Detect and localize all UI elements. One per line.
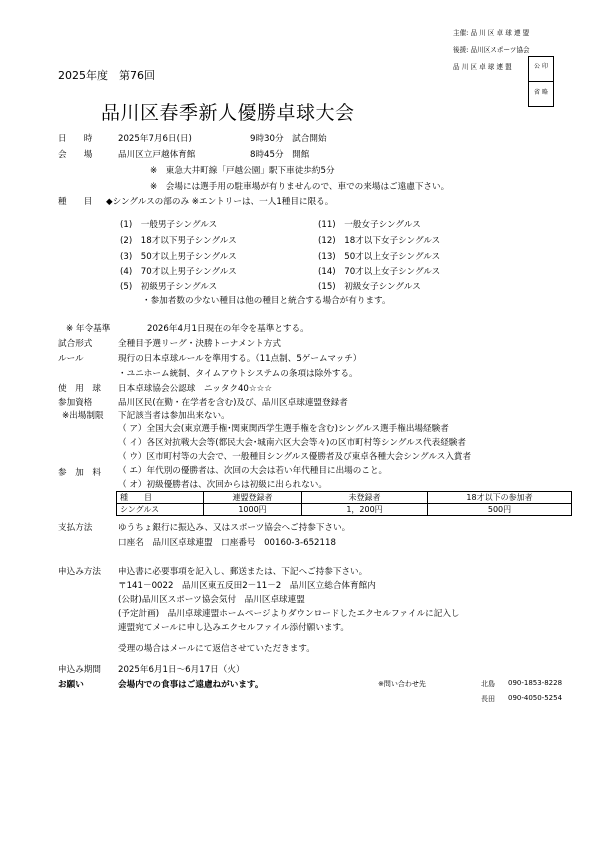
age-basis-label: ※ 年令基準: [66, 324, 111, 334]
contact-phone: 090-1853-8228: [508, 679, 563, 687]
event-item: (1) 一般男子シングルス: [120, 220, 218, 230]
application-line: 連盟宛てメールに申し込みエクセルファイル添付願います。: [118, 623, 350, 633]
request-label: お願い: [58, 680, 84, 690]
fee-under18: 500円: [428, 504, 572, 516]
contact-label: ※問い合わせ先: [378, 680, 426, 688]
format-label: 試合形式: [58, 339, 93, 349]
age-basis-value: 2026年4月1日現在の年令を基準とする。: [147, 324, 309, 334]
payment-line1: ゆうちょ銀行に振込み、又はスポーツ協会へご持参下さい。: [118, 523, 351, 533]
eligibility-value: 品川区民(在勤・在学者を含む)及び、品川区卓球連盟登録者: [118, 398, 348, 408]
restriction-item: （ ア）全国大会(東京選手権･関東関西学生選手権を含む)シングルス選手権出場経験者: [118, 424, 449, 434]
restrictions-label: ※出場制限: [62, 411, 104, 421]
event-item: (15) 初級女子シングルス: [318, 282, 421, 292]
application-line: (予定計画) 品川卓球連盟ホームページよりダウンロードしたエクセルファイルに記入し: [118, 609, 460, 619]
fee-event: シングルス: [117, 504, 204, 516]
event-item: (14) 70才以上女子シングルス: [318, 267, 441, 277]
start-time: 9時30分 試合開始: [250, 134, 327, 144]
seal-line2: 省 略: [534, 89, 548, 96]
event-item: (13) 50才以上女子シングルス: [318, 252, 441, 262]
contact-name: 長田: [481, 695, 495, 703]
fee-value-row: [117, 504, 572, 516]
restriction-item: （ イ）各区対抗戦大会等(都民大会･城南六区大会等々)の区市町村等シングルス代表経験者: [118, 438, 466, 448]
events-label: 種 目: [58, 197, 93, 207]
eligibility-label: 参加資格: [58, 398, 93, 408]
restriction-item: （ ウ）区市町村等の大会で、一般種目シングルス優勝者及び東卓各種大会シングルス入賞者: [118, 452, 472, 462]
restriction-item: （ オ）初級優勝者は、次回からは初級に出られない。: [118, 480, 327, 490]
payment-label: 支払方法: [58, 523, 93, 533]
payment-account: 口座名 品川区卓球連盟 口座番号 00160-3-652118: [118, 538, 336, 548]
ball-value: 日本卓球協会公認球 ニッタク40☆☆☆: [118, 384, 273, 394]
date-label: 日 時: [58, 134, 93, 144]
events-intro: ◆シングルスの部のみ ※エントリーは、一人1種目に限る。: [106, 197, 334, 207]
contact-name: 北島: [481, 680, 495, 688]
event-item: (11) 一般女子シングルス: [318, 220, 421, 230]
application-line: (公財)品川区スポーツ協会気付 品川区卓球連盟: [118, 595, 305, 605]
application-label: 申込み方法: [58, 567, 101, 577]
event-item: (3) 50才以上男子シングルス: [120, 252, 237, 262]
fee-header-event: 種 目: [117, 492, 204, 504]
deadline-value: 2025年6月1日～6月17日（火）: [118, 665, 245, 675]
venue-label: 会 場: [58, 150, 93, 160]
restrictions-intro: 下記該当者は参加出来ない。: [118, 411, 230, 421]
format-value: 全種目予選リーグ・決勝トーナメント方式: [118, 339, 281, 349]
organizer-sponsor: 後援: 品川区スポーツ協会: [453, 46, 530, 54]
fee-header-under18: 18才以下の参加者: [428, 492, 572, 504]
event-item: (2) 18才以下男子シングルス: [120, 236, 237, 246]
application-address: 〒141－0022 品川区東五反田2－11－2 品川区立総合体育館内: [118, 581, 376, 591]
fee-registered: 1000円: [204, 504, 302, 516]
restriction-item: （ エ）年代別の優勝者は、次回の大会は若い年代種目に出場のこと。: [118, 466, 388, 476]
request-value: 会場内での食事はご遠慮ねがいます。: [118, 680, 264, 690]
venue-parking-note: ※ 会場には選手用の駐車場が有りませんので、車での来場はご遠慮下さい。: [150, 182, 450, 192]
event-item: (4) 70才以上男子シングルス: [120, 267, 237, 277]
rules-label: ルール: [58, 354, 84, 364]
seal-omitted-box: [528, 56, 554, 107]
ball-label: 使 用 球: [58, 384, 101, 394]
venue-name: 品川区立戸越体育館: [118, 150, 196, 160]
application-reply-note: 受理の場合はメールにて返信させていただきます。: [118, 644, 315, 654]
rules-note: ・ユニホーム統制、タイムアウトシステムの条項は除外する。: [118, 369, 358, 379]
contact-phone: 090-4050-5254: [508, 694, 563, 702]
page-title: 品川区春季新人優勝卓球大会: [101, 102, 355, 124]
deadline-label: 申込み期間: [58, 665, 101, 675]
fee-header-row: [117, 492, 572, 504]
application-line: 申込書に必要事項を記入し、郵送または、下記へご持参下さい。: [118, 567, 368, 577]
events-merge-note: ・参加者数の少ない種目は他の種目と統合する場合が有ります。: [142, 296, 391, 306]
organizer-host: 主催: 品 川 区 卓 球 連 盟: [453, 29, 530, 37]
venue-open-time: 8時45分 開館: [250, 150, 310, 160]
event-item: (5) 初級男子シングルス: [120, 282, 218, 292]
organizer-third: 品 川 区 卓 球 連 盟: [453, 63, 512, 71]
seal-divider: [529, 81, 553, 82]
seal-line1: 公 印: [534, 63, 548, 70]
fee-unregistered: 1，200円: [302, 504, 428, 516]
fee-header-unregistered: 未登録者: [302, 492, 428, 504]
fee-table: [116, 491, 572, 516]
event-item: (12) 18才以下女子シングルス: [318, 236, 441, 246]
fee-label: 参 加 料: [58, 468, 101, 478]
venue-access-note: ※ 東急大井町線「戸越公園」駅下車徒歩約5分: [150, 166, 335, 176]
date-value: 2025年7月6日(日): [118, 134, 192, 144]
fee-header-registered: 連盟登録者: [204, 492, 302, 504]
rules-value: 現行の日本卓球ルールを準用する。（11点制、5ゲームマッチ）: [118, 354, 362, 364]
year-edition: 2025年度 第76回: [58, 69, 155, 82]
